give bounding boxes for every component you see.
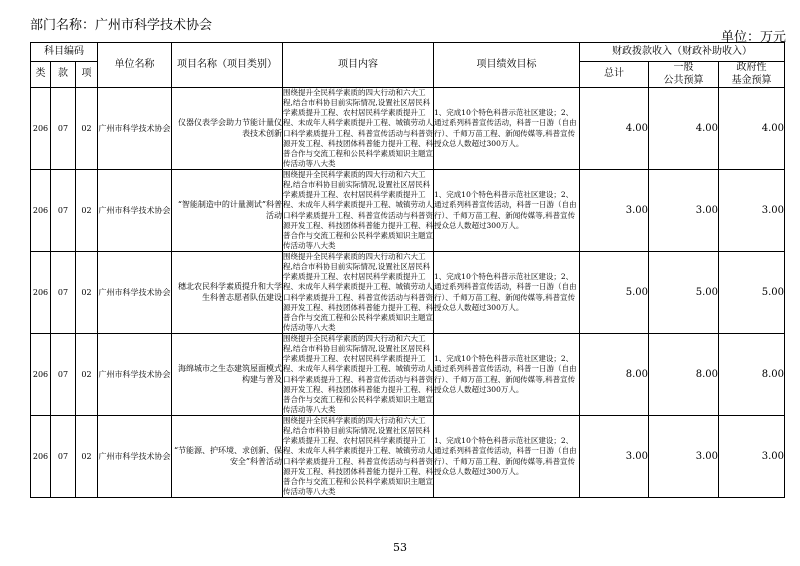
total-cell: 8.00: [580, 334, 649, 416]
general-cell: 3.00: [649, 416, 719, 498]
project-name-cell: 穗北农民科学素质提升和大学生科普志愿者队伍建设: [172, 252, 283, 334]
table-row: [31, 416, 785, 498]
project-content-header: 项目内容: [283, 43, 434, 88]
kuan-cell: 07: [51, 416, 76, 498]
project-name-cell: “节能源、护环境、求创新、保安全”科普活动: [172, 416, 283, 498]
performance-cell: 1、完成10个特色科普示范社区建设；2、通过系列科普宣传活动，科普一日游（自由行）、千师万苗工程、新闻传媒等,科普宣传授众总人数超过300万人。: [434, 252, 580, 334]
xiang-header: 项: [76, 62, 98, 88]
fiscal-group-header: 财政拨款收入（财政补助收入）: [580, 43, 785, 62]
table-row: [31, 334, 785, 416]
xiang-cell: 02: [76, 88, 98, 170]
kuan-cell: 07: [51, 252, 76, 334]
lei-cell: 206: [31, 334, 51, 416]
code-group-header: 科目编码: [31, 43, 98, 62]
total-cell: 3.00: [580, 170, 649, 252]
xiang-cell: 02: [76, 334, 98, 416]
xiang-cell: 02: [76, 416, 98, 498]
fund-cell: 4.00: [719, 88, 785, 170]
general-cell: 4.00: [649, 88, 719, 170]
lei-cell: 206: [31, 416, 51, 498]
project-content-cell: 围绕提升全民科学素质的四大行动和六大工程,结合市科协目前实际情况,设置社区居民科学素质提升工程、农村居民科学素质提升工程、未成年人科学素质提升工程、城镇劳动人口科学素质提升工程、科普宣传活动与科普资源开发工程、科技团体科普能力提升工程、科普合作与交流工程和公民科学素质知识主题宣传活动等八大类: [283, 88, 434, 168]
unit-cell: 广州市科学技术协会: [98, 170, 172, 252]
kuan-cell: 07: [51, 88, 76, 170]
performance-cell: 1、完成10个特色科普示范社区建设；2、通过系列科普宣传活动，科普一日游（自由行）、千师万苗工程、新闻传媒等,科普宣传授众总人数超过300万人。: [434, 334, 580, 416]
kuan-header: 款: [51, 62, 76, 88]
project-name-cell: 仪器仪表学会助力节能计量仪表技术创新: [172, 88, 283, 170]
project-name-header: 项目名称（项目类别）: [172, 43, 283, 88]
kuan-cell: 07: [51, 334, 76, 416]
unit-cell: 广州市科学技术协会: [98, 252, 172, 334]
lei-cell: 206: [31, 170, 51, 252]
xiang-cell: 02: [76, 252, 98, 334]
project-name-cell: “智能制造中的计量测试”科普活动: [172, 170, 283, 252]
unit-cell: 广州市科学技术协会: [98, 334, 172, 416]
performance-cell: 1、完成10个特色科普示范社区建设；2、通过系列科普宣传活动，科普一日游（自由行）、千师万苗工程、新闻传媒等,科普宣传授众总人数超过300万人。: [434, 170, 580, 252]
unit-cell: 广州市科学技术协会: [98, 416, 172, 498]
page-number: 53: [393, 541, 407, 554]
general-budget-header: 一般 公共预算: [649, 62, 719, 88]
unit-cell: 广州市科学技术协会: [98, 88, 172, 170]
performance-header: 项目绩效目标: [434, 43, 580, 88]
lei-header: 类: [31, 62, 51, 88]
table-row: [31, 170, 785, 252]
table-row: [31, 88, 785, 170]
fund-cell: 3.00: [719, 170, 785, 252]
general-cell: 8.00: [649, 334, 719, 416]
table-row: [31, 252, 785, 334]
project-content-cell: 围绕提升全民科学素质的四大行动和六大工程,结合市科协目前实际情况,设置社区居民科学素质提升工程、农村居民科学素质提升工程、未成年人科学素质提升工程、城镇劳动人口科学素质提升工程、科普宣传活动与科普资源开发工程、科技团体科普能力提升工程、科普合作与交流工程和公民科学素质知识主题宣传活动等八大类: [283, 416, 434, 496]
total-cell: 5.00: [580, 252, 649, 334]
general-cell: 3.00: [649, 170, 719, 252]
performance-cell: 1、完成10个特色科普示范社区建设；2、通过系列科普宣传活动，科普一日游（自由行）、千师万苗工程、新闻传媒等,科普宣传授众总人数超过300万人。: [434, 88, 580, 170]
unit-label: 单位：万元: [720, 30, 786, 45]
total-cell: 3.00: [580, 416, 649, 498]
total-header: 总计: [580, 62, 649, 88]
total-cell: 4.00: [580, 88, 649, 170]
project-content-cell: 围绕提升全民科学素质的四大行动和六大工程,结合市科协目前实际情况,设置社区居民科学素质提升工程、农村居民科学素质提升工程、未成年人科学素质提升工程、城镇劳动人口科学素质提升工程、科普宣传活动与科普资源开发工程、科技团体科普能力提升工程、科普合作与交流工程和公民科学素质知识主题宣传活动等八大类: [283, 252, 434, 332]
fund-cell: 8.00: [719, 334, 785, 416]
lei-cell: 206: [31, 88, 51, 170]
xiang-cell: 02: [76, 170, 98, 252]
lei-cell: 206: [31, 252, 51, 334]
budget-table: [30, 42, 785, 498]
project-content-cell: 围绕提升全民科学素质的四大行动和六大工程,结合市科协目前实际情况,设置社区居民科学素质提升工程、农村居民科学素质提升工程、未成年人科学素质提升工程、城镇劳动人口科学素质提升工程、科普宣传活动与科普资源开发工程、科技团体科普能力提升工程、科普合作与交流工程和公民科学素质知识主题宣传活动等八大类: [283, 334, 434, 414]
unit-name-header: 单位名称: [98, 43, 172, 88]
project-name-cell: 海绵城市之生态建筑屋面模式构建与普及: [172, 334, 283, 416]
performance-cell: 1、完成10个特色科普示范社区建设；2、通过系列科普宣传活动，科普一日游（自由行）、千师万苗工程、新闻传媒等,科普宣传授众总人数超过300万人。: [434, 416, 580, 498]
department-name: 部门名称：广州市科学技术协会: [30, 18, 213, 33]
fund-cell: 3.00: [719, 416, 785, 498]
fund-cell: 5.00: [719, 252, 785, 334]
fund-budget-header: 政府性 基金预算: [719, 62, 785, 88]
kuan-cell: 07: [51, 170, 76, 252]
project-content-cell: 围绕提升全民科学素质的四大行动和六大工程,结合市科协目前实际情况,设置社区居民科学素质提升工程、农村居民科学素质提升工程、未成年人科学素质提升工程、城镇劳动人口科学素质提升工程、科普宣传活动与科普资源开发工程、科技团体科普能力提升工程、科普合作与交流工程和公民科学素质知识主题宣传活动等八大类: [283, 170, 434, 250]
general-cell: 5.00: [649, 252, 719, 334]
